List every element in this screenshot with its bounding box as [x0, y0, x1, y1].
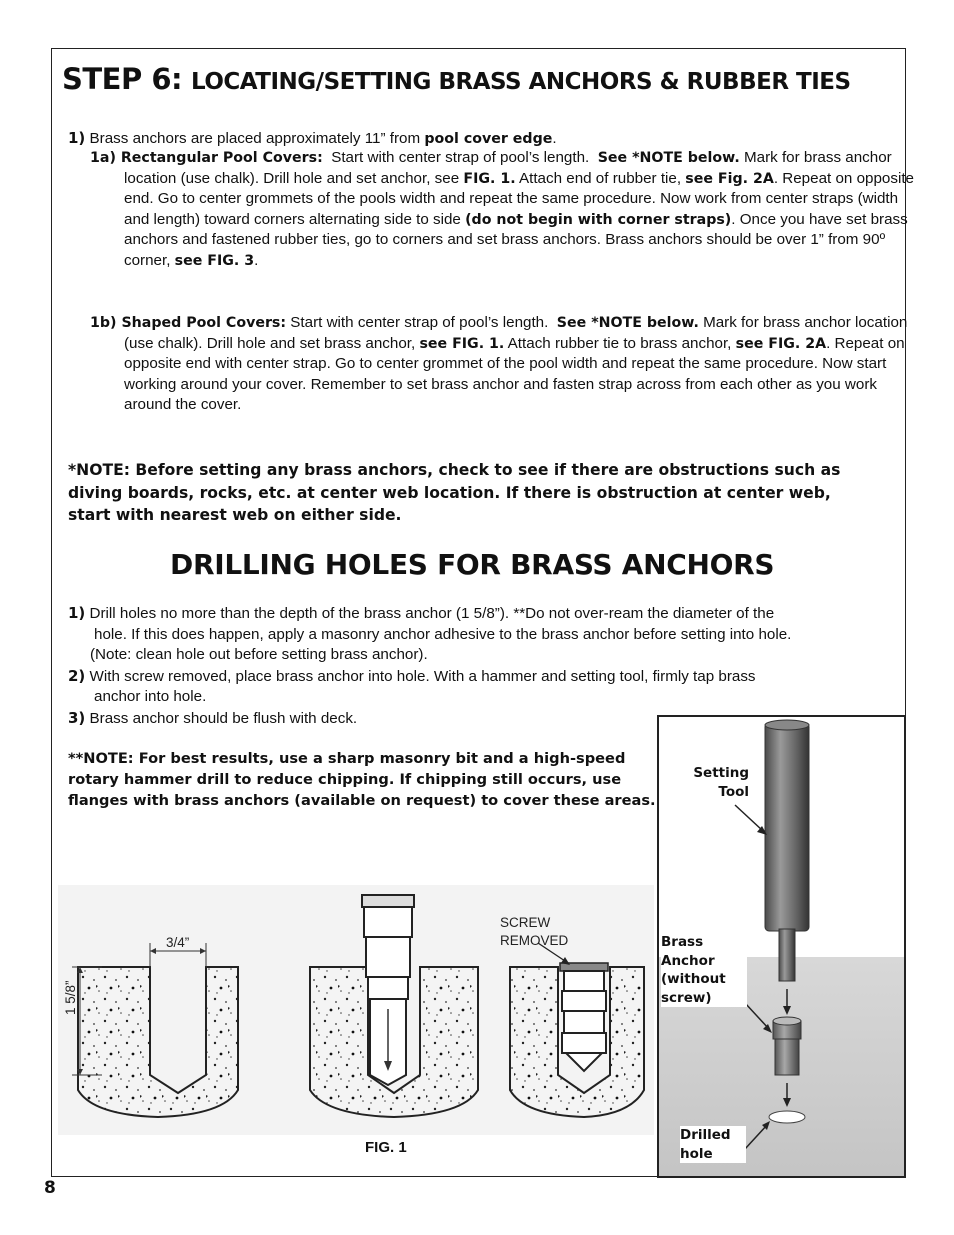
- anchor-set-diagram: [510, 943, 644, 1117]
- brass-anchor-label: Brass Anchor (without screw): [661, 933, 747, 1007]
- obstruction-note: *NOTE: Before setting any brass anchors, check to see if there are obstructions such as diving boards, rocks, etc. at center web location. If there is obstruction at center web, start with nearest web on either side.: [68, 461, 841, 524]
- drill-step-2: 2) With screw removed, place brass anchor into hole. With a hammer and setting tool, firmly tap brass: [68, 666, 756, 685]
- drill-step-3: 3) Brass anchor should be flush with deck.: [68, 708, 358, 727]
- item-1b: 1b) Shaped Pool Covers: Start with center strap of pool’s length. See *NOTE below. Mark for brass anchor location (use chalk). Drill hole and set brass anchor, see FIG. 1. Attach rubber tie to brass anchor, see FIG. 2A. Repeat on opposite end with center strap. Go to center grommet of the pool width and repeat the same procedure. Now start working around your cover. Remember to set brass anchor and fasten strap across from each other as you work around the cover.: [90, 314, 908, 414]
- page-number: 8: [44, 1178, 56, 1198]
- item-1: 1) Brass anchors are placed approximately 11” from pool cover edge.: [68, 129, 557, 147]
- item-1a: 1a) Rectangular Pool Covers: Start with center strap of pool’s length. See *NOTE below. Mark for brass anchor location (use chalk). Drill hole and set anchor, see FIG. 1. Attach end of rubber tie, see Fig. 2A. Repeat on opposite end. Go to center grommets of the pools width and repeat the same procedure. Now work from center straps (width and length) toward corners alternating side to side (do not begin with corner straps). Once you have set brass anchors and fastened rubber ties, go to corners and set brass anchors. Brass anchors should be over 1” from 90º corner, see FIG. 3.: [90, 149, 914, 269]
- drilled-hole-label: Drilled hole: [680, 1126, 746, 1163]
- step-label: STEP 6:: [62, 62, 183, 96]
- masonry-note: **NOTE: For best results, use a sharp masonry bit and a high-speed rotary hammer drill to reduce chipping. If chipping still occurs, use flanges with brass anchors (available on request) to cover these areas.: [68, 750, 656, 809]
- fig1-caption: FIG. 1: [365, 1139, 407, 1156]
- setting-tool-label: Setting Tool: [693, 765, 749, 800]
- depth-label: 1 5/8”: [63, 980, 78, 1015]
- step-title: LOCATING/SETTING BRASS ANCHORS & RUBBER TIES: [191, 69, 851, 95]
- page-title: [62, 62, 902, 96]
- setting-tool-photo: [657, 715, 906, 1178]
- drilling-steps: 1) Drill holes no more than the depth of the brass anchor (1 5/8”). **Do not over-ream the diameter of the hole. If this does happen, apply a masonry anchor adhesive to the brass anchor before setting into hole. (Note: clean hole out before setting brass anchor). 2) With screw removed, place brass anchor into hole. With a hammer and setting tool, firmly tap brass anchor into hole. 3) Brass anchor should be flush with deck.: [68, 603, 900, 730]
- fig1-diagrams: [58, 885, 654, 1135]
- screw-label-1: SCREW: [500, 915, 551, 930]
- drilling-heading: DRILLING HOLES FOR BRASS ANCHORS: [170, 548, 775, 581]
- drill-step-1: 1) Drill holes no more than the depth of the brass anchor (1 5/8”). **Do not over-ream the diameter of the: [68, 604, 775, 622]
- width-label: 3/4”: [166, 935, 190, 950]
- screw-label-2: REMOVED: [500, 933, 569, 948]
